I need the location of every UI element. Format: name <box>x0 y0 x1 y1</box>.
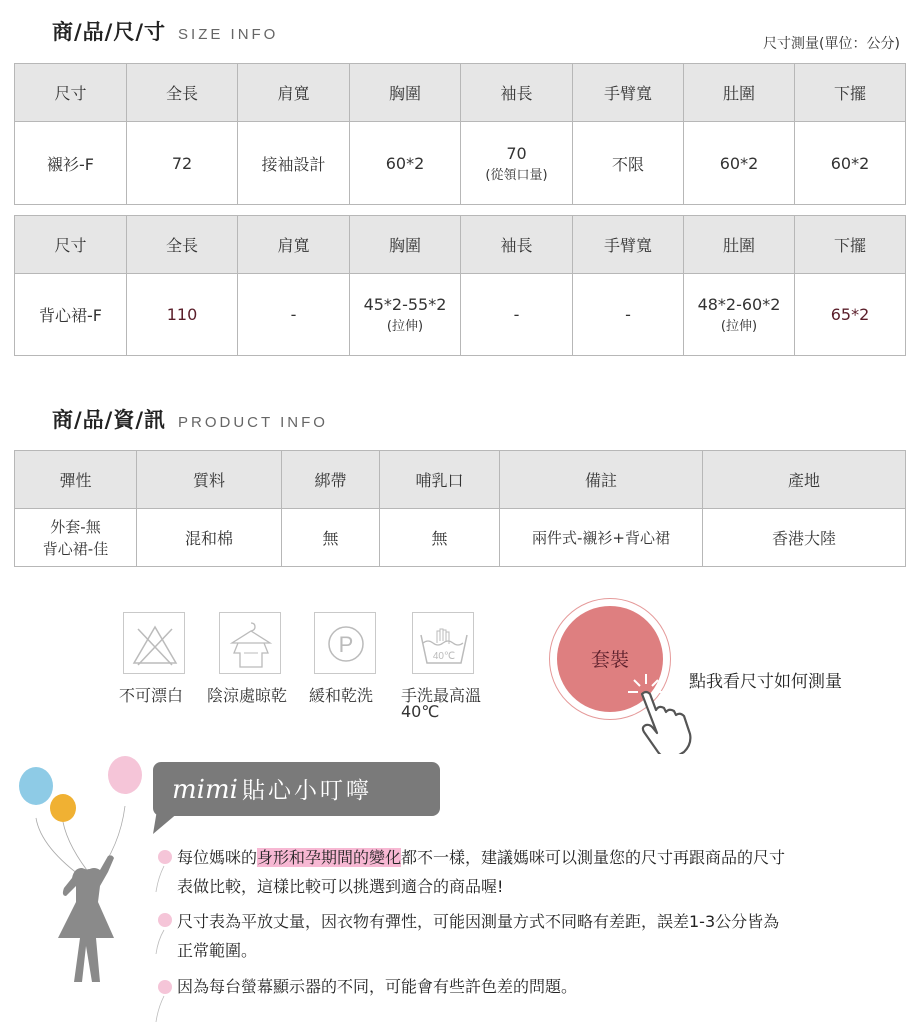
product-info-title-en: PRODUCT INFO <box>178 414 328 431</box>
care-label-no-bleach: 不可漂白 <box>119 686 184 705</box>
care-label-hand-wash: 手洗最高溫 <box>401 686 482 705</box>
elasticity-dress: 背心裙-佳 <box>42 539 109 558</box>
header-sleeve: 袖長 <box>461 216 573 274</box>
tip-1-post: 都不一樣，建議媽咪可以測量您的尺寸再跟商品的尺寸 <box>401 848 786 867</box>
cell-sleeve: - <box>461 274 573 356</box>
cell-strap: 無 <box>282 509 380 567</box>
orange-balloon <box>50 794 76 822</box>
cell-name: 背心裙-F <box>15 274 127 356</box>
tip-bullet <box>158 913 172 927</box>
table-header-row <box>15 451 906 509</box>
tips-heading <box>172 772 372 805</box>
cell-arm: - <box>573 274 684 356</box>
unit-note: 尺寸測量(單位：公分) <box>763 36 900 52</box>
header-sleeve: 袖長 <box>461 64 573 122</box>
header-shoulder: 肩寬 <box>238 64 350 122</box>
cell-origin: 香港大陸 <box>703 509 906 567</box>
cell-nursing: 無 <box>380 509 500 567</box>
tip-1-pre: 每位媽咪的 <box>177 848 258 867</box>
cell-arm: 不限 <box>573 122 684 205</box>
table-row <box>15 274 906 356</box>
tip-3: 因為每台螢幕顯示器的不同，可能會有些許色差的問題。 <box>177 977 578 996</box>
header-belly: 肚圍 <box>684 64 795 122</box>
measure-guide-link[interactable]: 點我看尺寸如何測量 <box>689 672 842 692</box>
cell-material: 混和棉 <box>137 509 282 567</box>
header-length: 全長 <box>127 216 238 274</box>
tip-2-line1: 尺寸表為平放丈量，因衣物有彈性，可能因測量方式不同略有差距，誤差1-3公分皆為 <box>177 912 780 931</box>
chest-note: (拉伸) <box>386 319 424 334</box>
header-hem: 下擺 <box>795 216 906 274</box>
balloon-girl-illustration <box>0 750 150 1027</box>
table-row <box>15 509 906 567</box>
suit-label[interactable]: 套裝 <box>590 649 629 671</box>
blue-balloon <box>19 767 53 805</box>
belly-note: (拉伸) <box>720 319 758 334</box>
tip-2-line2: 正常範圍。 <box>177 941 258 960</box>
size-table-shirt <box>14 63 906 205</box>
cell-elasticity <box>15 509 137 567</box>
cell-length: 110 <box>127 274 238 356</box>
elasticity-jacket: 外套-無 <box>50 517 101 536</box>
size-table-dress <box>14 215 906 356</box>
dry-clean-symbol: P <box>338 632 354 657</box>
header-nursing: 哺乳口 <box>380 451 500 509</box>
care-label-hand-wash-temp: 40℃ <box>401 702 440 721</box>
belly-value: 48*2-60*2 <box>697 295 781 314</box>
header-arm: 手臂寬 <box>573 216 684 274</box>
tip-1-line2: 表做比較，這樣比較可以挑選到適合的商品喔! <box>177 877 504 896</box>
cell-shoulder: 接袖設計 <box>238 122 350 205</box>
header-hem: 下擺 <box>795 64 906 122</box>
tips-heading-mimi: mimi <box>172 775 238 805</box>
header-remark: 備註 <box>500 451 703 509</box>
cell-shoulder: - <box>238 274 350 356</box>
header-arm: 手臂寬 <box>573 64 684 122</box>
header-chest: 胸圍 <box>350 216 461 274</box>
cell-hem: 60*2 <box>795 122 906 205</box>
header-size: 尺寸 <box>15 64 127 122</box>
tip-connector-lines <box>150 850 180 1025</box>
pink-balloon <box>108 756 142 794</box>
tip-1-highlight: 身形和孕期間的變化 <box>257 848 402 867</box>
size-info-title-en: SIZE INFO <box>178 26 279 43</box>
cell-chest <box>350 274 461 356</box>
product-info-title-zh: 商/品/資/訊 <box>52 408 167 432</box>
tips-heading-text: 貼心小叮嚀 <box>241 778 372 804</box>
cell-sleeve <box>461 122 573 205</box>
size-info-title-zh: 商/品/尺/寸 <box>52 20 167 44</box>
table-header-row <box>15 216 906 274</box>
tip-bullet <box>158 850 172 864</box>
header-elasticity: 彈性 <box>15 451 137 509</box>
product-info-table <box>14 450 906 567</box>
chest-value: 45*2-55*2 <box>363 295 447 314</box>
cell-belly: 60*2 <box>684 122 795 205</box>
care-label-shade-dry: 陰涼處晾乾 <box>207 686 288 705</box>
tip-2 <box>177 907 897 965</box>
care-label-dry-clean: 緩和乾洗 <box>309 686 374 705</box>
header-material: 質料 <box>137 451 282 509</box>
size-info-title <box>52 16 278 46</box>
bubble-tail <box>151 810 181 836</box>
table-header-row <box>15 64 906 122</box>
header-strap: 綁帶 <box>282 451 380 509</box>
cell-length: 72 <box>127 122 238 205</box>
tip-1 <box>177 843 897 901</box>
header-chest: 胸圍 <box>350 64 461 122</box>
cell-name: 襯衫-F <box>15 122 127 205</box>
header-origin: 產地 <box>703 451 906 509</box>
cell-belly <box>684 274 795 356</box>
header-size: 尺寸 <box>15 216 127 274</box>
cell-chest: 60*2 <box>350 122 461 205</box>
sleeve-value: 70 <box>506 143 527 163</box>
product-info-title <box>52 404 328 434</box>
cell-remark: 兩件式-襯衫+背心裙 <box>500 509 703 567</box>
hand-wash-symbol: 40℃ <box>432 651 456 662</box>
sleeve-note: (從領口量) <box>485 167 548 183</box>
header-shoulder: 肩寬 <box>238 216 350 274</box>
table-row <box>15 122 906 205</box>
header-belly: 肚圍 <box>684 216 795 274</box>
cell-hem: 65*2 <box>795 274 906 356</box>
tip-bullet <box>158 980 172 994</box>
header-length: 全長 <box>127 64 238 122</box>
